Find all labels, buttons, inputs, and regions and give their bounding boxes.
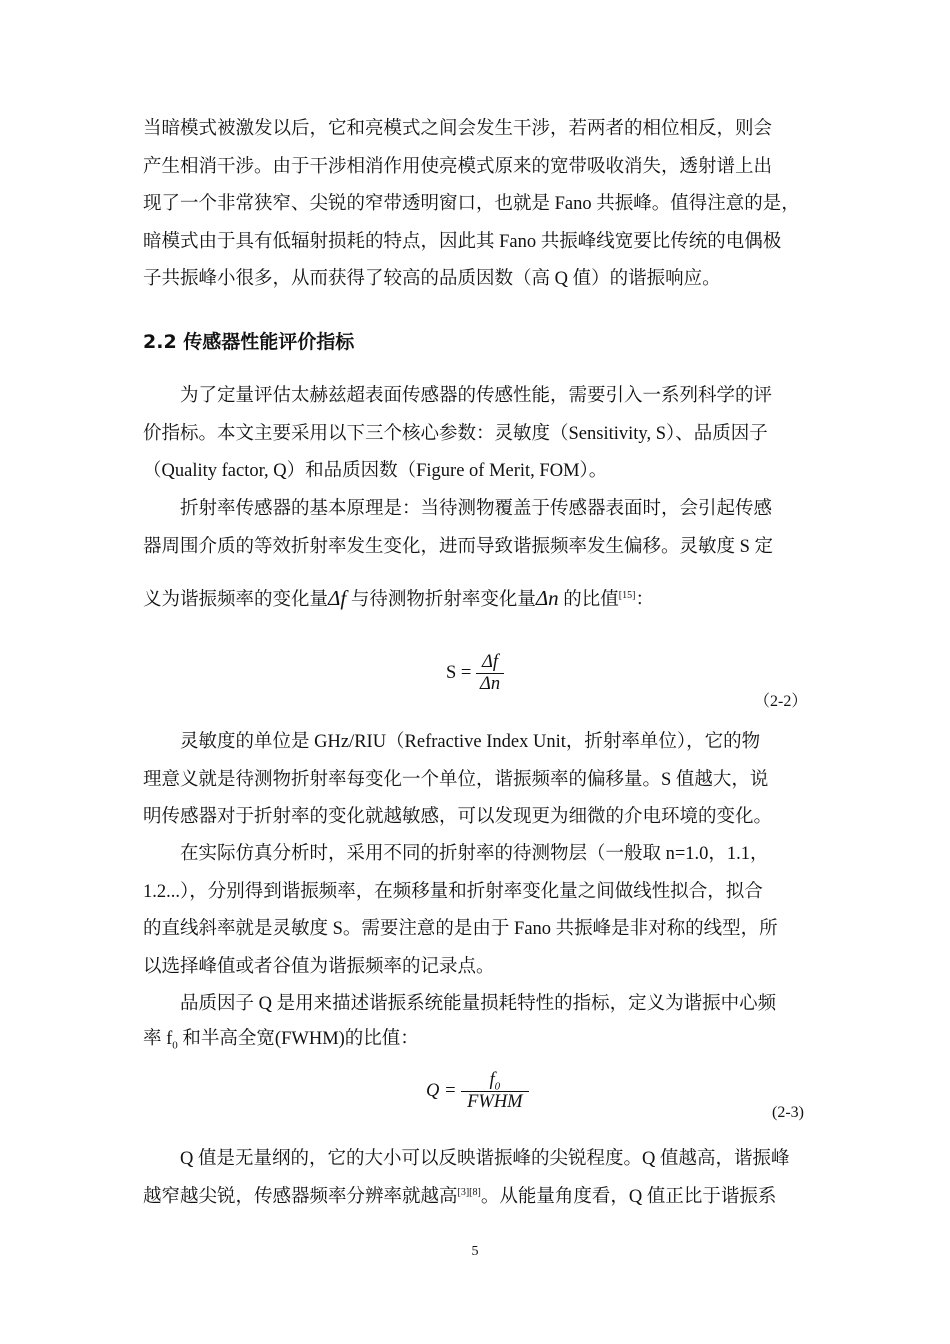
- equation-lhs: S =: [446, 662, 472, 683]
- definition-text: 义为谐振频率的变化量: [143, 590, 329, 610]
- paragraph-evaluation-metrics: 为了定量评估太赫兹超表面传感器的传感性能，需要引入一系列科学的评 价指标。本文主要采用以下三个核心参数：灵敏度（Sensitivity, S）、品质因子 （Quality factor, Q）和品质因数（Figure of Merit, FOM）。: [143, 386, 773, 481]
- paragraph-fano-interference: 当暗模式被激发以后，它和亮模式之间会发生干涉，若两者的相位相反，则会 产生相消干涉。由于干涉相消作用使亮模式原来的宽带吸收消失，透射谱上出 现了一个非常狭窄、尖锐的窄带透明窗口，也就是 Fano 共振峰。值得注意的是， 暗模式由于具有低辐射损耗的特点，因此其 Fano 共振峰线宽要比传统的电偶极 子共振峰小很多，从而获得了较高的品质因数（高 Q 值）的谐振响应。: [143, 119, 800, 289]
- delta-n-symbol: Δn: [535, 586, 559, 610]
- page-number: 5: [471, 1244, 479, 1259]
- delta-f-symbol: Δf: [328, 586, 347, 610]
- body-text: 越窄越尖锐，传感器频率分辨率就越高: [143, 1187, 458, 1207]
- definition-text: ：: [635, 590, 654, 610]
- definition-text: 与待测物折射率变化量: [346, 590, 536, 610]
- fraction-denominator: FWHM: [461, 1091, 528, 1113]
- paragraph-simulation: 在实际仿真分析时，采用不同的折射率的待测物层（一般取 n=1.0，1.1， 1.2...），分别得到谐振频率，在频移量和折射率变化量之间做线性拟合，拟合 的直线斜率就是灵敏度 S。需要注意的是由于 Fano 共振峰是非对称的线型，所 以选择峰值或者谷值为谐振频率的记录点。: [143, 844, 778, 977]
- definition-text: 率 f: [143, 1029, 173, 1049]
- fraction-denominator: Δn: [476, 673, 504, 695]
- sensitivity-definition-line: [143, 583, 654, 615]
- fraction-numerator: [461, 1070, 528, 1091]
- fraction-numerator: Δf: [482, 652, 499, 672]
- fraction: [461, 1070, 528, 1113]
- equation-number: （2-2）: [754, 693, 808, 710]
- paragraph-quality-factor: 品质因子 Q 是用来描述谐振系统能量损耗特性的指标，定义为谐振中心频: [143, 994, 777, 1014]
- paragraph-q-dimensionless: Q 值是无量纲的，它的大小可以反映谐振峰的尖锐程度。Q 值越高，谐振峰: [143, 1149, 790, 1169]
- subscript: 0: [494, 1080, 501, 1093]
- numerator-symbol: f: [489, 1070, 495, 1090]
- q-value-line: [143, 1182, 776, 1212]
- equation-lhs: Q =: [426, 1080, 457, 1101]
- body-text: 。从能量角度看，Q 值正比于谐振系: [480, 1187, 777, 1207]
- subscript: 0: [172, 1039, 178, 1052]
- citation: [15]: [618, 589, 636, 601]
- paragraph-sensitivity-unit: 灵敏度的单位是 GHz/RIU（Refractive Index Unit，折射率单位），它的物 理意义就是待测物折射率每变化一个单位，谐振频率的偏移量。S 值越大，说 明传感器对于折射率的变化就越敏感，可以发现更为细微的介电环境的变化。: [143, 732, 773, 827]
- paragraph-sensor-principle: 折射率传感器的基本原理是：当待测物覆盖于传感器表面时，会引起传感 器周围介质的等效折射率发生变化，进而导致谐振频率发生偏移。灵敏度 S 定: [143, 499, 774, 557]
- quality-factor-definition-line: [143, 1024, 419, 1054]
- definition-text: 和半高全宽(FWHM)的比值：: [177, 1029, 419, 1049]
- equation-sensitivity: [446, 652, 504, 695]
- equation-quality-factor: [426, 1070, 529, 1113]
- fraction: [476, 652, 504, 695]
- equation-number: (2-3): [772, 1104, 804, 1121]
- section-heading: 2.2 传感器性能评价指标: [143, 331, 355, 353]
- definition-text: 的比值: [558, 590, 619, 610]
- citation: [3][8]: [457, 1186, 481, 1198]
